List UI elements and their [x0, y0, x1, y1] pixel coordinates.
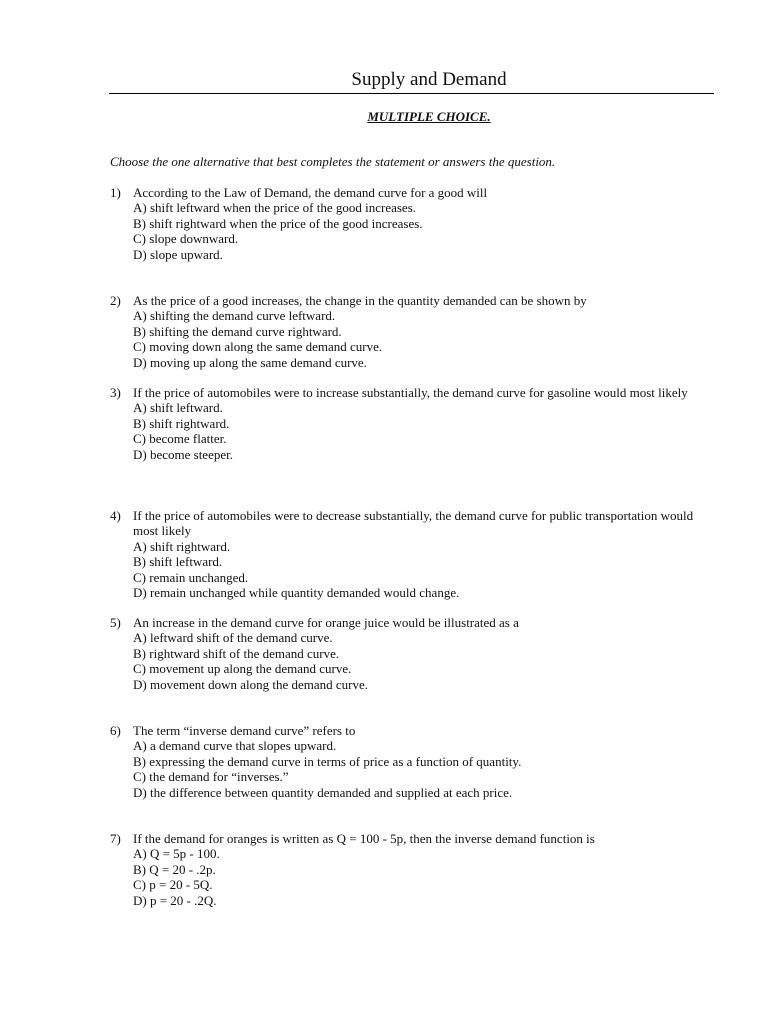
question-7 [110, 831, 720, 908]
choice-c: C) slope downward. [133, 231, 239, 247]
question-number: 7) [110, 831, 121, 846]
choice-a: A) shifting the demand curve leftward. [133, 308, 336, 324]
choice-a: A) leftward shift of the demand curve. [133, 630, 333, 646]
question-4 [110, 508, 720, 600]
question-number: 2) [110, 293, 121, 308]
choice-c: C) the demand for “inverses.” [133, 769, 289, 785]
choice-d: D) p = 20 - .2Q. [133, 892, 217, 908]
choice-d: D) slope upward. [133, 246, 223, 262]
question-number: 5) [110, 615, 121, 630]
choice-b: B) shift rightward when the price of the good increases. [133, 215, 423, 231]
page-title: Supply and Demand [351, 69, 507, 90]
choice-b: B) rightward shift of the demand curve. [133, 645, 340, 661]
question-6 [110, 723, 720, 800]
choice-b: B) Q = 20 - .2p. [133, 861, 216, 877]
choice-a: A) shift leftward when the price of the good increases. [133, 200, 417, 216]
question-number: 4) [110, 508, 121, 523]
choice-c: C) movement up along the demand curve. [133, 661, 352, 677]
choice-c: C) p = 20 - 5Q. [133, 877, 213, 893]
choice-a: A) shift leftward. [133, 400, 223, 416]
question-number: 6) [110, 723, 121, 738]
question-5 [110, 615, 720, 692]
question-text: The term “inverse demand curve” refers to [133, 723, 356, 738]
instructions-text: Choose the one alternative that best completes the statement or answers the question. [110, 154, 556, 169]
question-number: 3) [110, 385, 121, 400]
question-text: An increase in the demand curve for orange juice would be illustrated as a [133, 615, 519, 630]
choice-list [110, 738, 720, 800]
choice-b: B) expressing the demand curve in terms of price as a function of quantity. [133, 753, 522, 769]
question-text: If the price of automobiles were to decrease substantially, the demand curve for public transportation would most likely [133, 508, 694, 539]
question-2 [110, 293, 720, 370]
choice-b: B) shift rightward. [133, 415, 230, 431]
choice-list [110, 308, 720, 370]
choice-a: A) a demand curve that slopes upward. [133, 738, 337, 754]
section-heading: MULTIPLE CHOICE. [367, 109, 491, 124]
choice-d: D) moving up along the same demand curve. [133, 354, 367, 370]
question-text: As the price of a good increases, the change in the quantity demanded can be shown by [133, 293, 587, 308]
choice-list [110, 846, 720, 908]
choice-d: D) become steeper. [133, 446, 233, 462]
question-text: According to the Law of Demand, the demand curve for a good will [133, 185, 488, 200]
choice-a: A) Q = 5p - 100. [133, 846, 220, 862]
question-text: If the demand for oranges is written as Q = 100 - 5p, then the inverse demand function is [133, 831, 595, 846]
title-divider [109, 93, 714, 94]
choice-list [110, 200, 720, 262]
choice-c: C) remain unchanged. [133, 569, 249, 585]
question-number: 1) [110, 185, 121, 200]
question-text: If the price of automobiles were to increase substantially, the demand curve for gasoline would most likely [133, 385, 688, 400]
choice-a: A) shift rightward. [133, 538, 231, 554]
question-3 [110, 385, 720, 462]
choice-b: B) shifting the demand curve rightward. [133, 323, 342, 339]
choice-d: D) remain unchanged while quantity demanded would change. [133, 585, 460, 601]
choice-d: D) the difference between quantity demanded and supplied at each price. [133, 784, 513, 800]
choice-list [110, 400, 720, 462]
choice-list [110, 539, 720, 601]
choice-c: C) become flatter. [133, 431, 227, 447]
question-1 [110, 185, 720, 262]
choice-c: C) moving down along the same demand curve. [133, 339, 383, 355]
choice-list [110, 630, 720, 692]
choice-d: D) movement down along the demand curve. [133, 676, 369, 692]
choice-b: B) shift leftward. [133, 554, 223, 570]
